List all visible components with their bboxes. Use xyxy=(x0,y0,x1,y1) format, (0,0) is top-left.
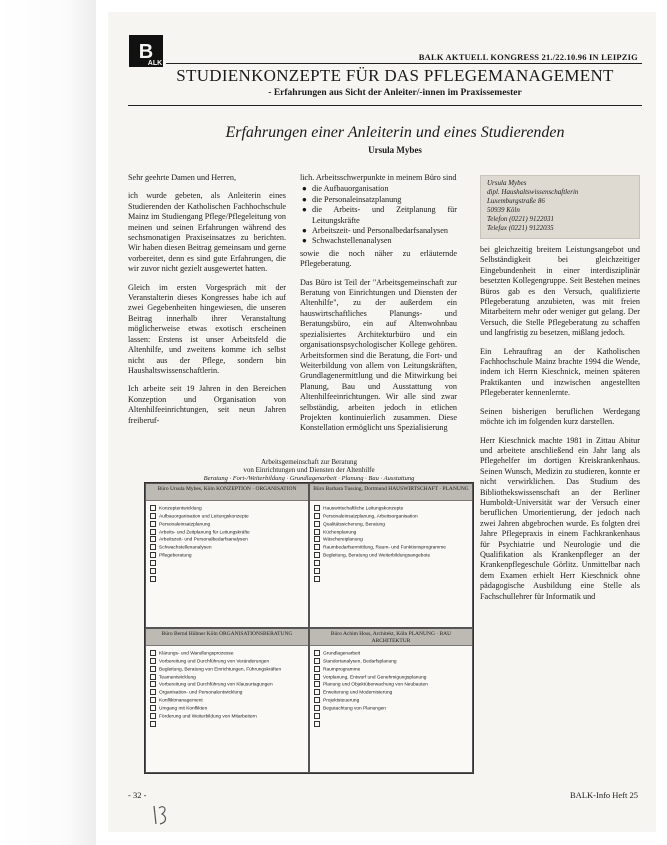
office-box-header: Büro Achim Hoss, Architekt, Köln PLANUNG · BAU ARCHITEKTUR xyxy=(310,629,472,646)
office-box-item xyxy=(314,552,468,560)
office-box-item xyxy=(314,505,468,513)
figure-grid xyxy=(144,482,474,774)
page-number: - 32 - xyxy=(128,790,147,800)
checkbox-square-icon xyxy=(150,544,156,550)
bullet-list xyxy=(300,184,457,246)
office-box-item xyxy=(150,713,304,721)
office-box-item-text: Raumprogramme xyxy=(323,666,361,672)
office-box-item-text: Konzeptentwicklung xyxy=(159,506,202,512)
office-box-item xyxy=(314,529,468,537)
office-box-header: Büro Ursula Mybes, Köln KONZEPTION · ORGANISATION xyxy=(146,484,308,501)
checkbox-square-icon xyxy=(150,568,156,574)
office-box-item xyxy=(150,536,304,544)
office-box-header: Büro Barbara Tussing, Dortmund HAUSWIRTSCHAFT · PLANUNG xyxy=(310,484,472,501)
checkbox-square-icon xyxy=(150,721,156,727)
office-box-item xyxy=(150,681,304,689)
checkbox-square-icon xyxy=(150,521,156,527)
text-column-2 xyxy=(300,173,457,442)
author-address-box xyxy=(480,175,640,239)
paragraph: Ich arbeite seit 19 Jahren in den Bereichen Konzeption und Organisation von Altenhilfeeinrichtungen, seit neun Jahren freiberuf- xyxy=(128,384,286,425)
office-box-item-text: Arbeits- und Zeitplanung für Leitungskräfte xyxy=(159,529,250,535)
office-box-item-text: Vorbereitung und Durchführung von Veränderungen xyxy=(159,659,270,665)
paragraph: Gleich im ersten Vorgespräch mit der Veranstalterin dieses Kongresses habe ich auf zwei Gegebenheiten hingewiesen, die unseren Beitrag innerhalb ihrer Veranstaltung möglicherweise etwas exotisch erscheinen lassen: Erstens ist unser Arbeitsfeld die Altenhilfe, und zweitens komme ich selbst nicht aus der Pflege, sondern bin Haushaltswissenschaftlerin. xyxy=(128,282,286,375)
checkbox-square-icon xyxy=(150,650,156,656)
figure-title-line-2: von Einrichtungen und Diensten der Altenhilfe xyxy=(243,466,375,474)
office-box xyxy=(309,628,473,773)
office-box-item-text: Organisation- und Personalentwicklung xyxy=(159,690,243,696)
office-box-item xyxy=(314,697,468,705)
checkbox-square-icon xyxy=(150,505,156,511)
office-box-item-text: Begleitung, Beratung und Weiterbildungsangebote xyxy=(323,553,431,559)
office-box-item-text: Teamentwicklung xyxy=(159,674,196,680)
office-box-item xyxy=(314,666,468,674)
office-box-item xyxy=(150,650,304,658)
paragraph: ich wurde gebeten, als Anleiterin eines Studierenden der Katholischen Fachhochschule Mainz im Studiengang Pflege/Pflegeleitung von meinen und seinen Erfahrungen während des sechsmonatigen Praxiseinsatzes zu berichten. Wir haben diesen Beitrag gemeinsam und gerne vorbereitet, denn es sind gute Erfahrungen, die wir zuvor nicht gezielt ausgewertet hatten. xyxy=(128,191,286,274)
office-box-item-text: Vorplanung, Entwurf und Genehmigungsplanung xyxy=(323,674,427,680)
office-box-item-text: Qualitätssicherung, Beratung xyxy=(323,521,385,527)
office-box-items xyxy=(310,501,472,588)
office-box-header: Büro Bernd Hübner Köln ORGANISATIONSBERATUNG xyxy=(146,629,308,646)
article-title: Erfahrungen einer Anleiterin und eines Studierenden xyxy=(225,124,565,141)
office-box-item xyxy=(314,681,468,689)
office-box xyxy=(309,483,473,628)
svg-text:ALK: ALK xyxy=(147,60,163,67)
list-item: ● die Arbeits- und Zeitplanung für Leitungskräfte xyxy=(302,205,457,225)
checkbox-square-icon xyxy=(314,576,320,582)
address-line: Luxemburgstraße 86 xyxy=(487,197,545,205)
office-box-item xyxy=(314,513,468,521)
office-box-item xyxy=(314,536,468,544)
office-box-item xyxy=(314,560,468,568)
office-box-item xyxy=(314,568,468,576)
text-column-1 xyxy=(128,173,286,434)
checkbox-square-icon xyxy=(314,529,320,535)
office-box-item-text: Küchenplanung xyxy=(323,529,357,535)
office-box-item-text: Klärungs- und Wandlungsprozesse xyxy=(159,651,234,657)
office-box-items xyxy=(310,646,472,733)
office-box-item xyxy=(150,568,304,576)
office-box-item xyxy=(314,521,468,529)
checkbox-square-icon xyxy=(314,689,320,695)
office-box-item xyxy=(150,505,304,513)
office-box-item xyxy=(150,576,304,584)
checkbox-square-icon xyxy=(150,689,156,695)
checkbox-square-icon xyxy=(314,513,320,519)
office-box-item xyxy=(150,674,304,682)
checkbox-square-icon xyxy=(314,544,320,550)
office-box-item xyxy=(314,689,468,697)
header-rule-top xyxy=(166,63,642,64)
checkbox-square-icon xyxy=(314,650,320,656)
paragraph: lich. Arbeitsschwerpunkte in meinem Büro sind xyxy=(300,173,457,182)
office-box-items xyxy=(146,646,308,733)
office-box xyxy=(145,628,309,773)
office-box-item xyxy=(314,713,468,721)
office-box-item-text: Konfliktmanagement xyxy=(159,698,203,704)
paragraph: Seinen bisherigen beruflichen Werdegang möchte ich im folgenden kurz darstellen. xyxy=(480,406,640,427)
address-line: Telefon (0221) 9122031 xyxy=(487,215,555,223)
office-box-item-text: Personaleinsatzplanung xyxy=(159,521,211,527)
paragraph: bei gleichzeitig breitem Leistungsangebot und Selbständigkeit bei gleichzeitiger Eingebundenheit in einer interdisziplinär besetzten Kollegengruppe. Seit Bestehen meines Büros gab es den Versuch, qualifizierte Pflegeberatung anzubieten, was mit freien Mitarbeitern mehr oder weniger gut gelang. Der Versuch, die Stelle Pflegeberatung zu schaffen und langfristig zu besetzen, mißlang jedoch. xyxy=(480,245,640,338)
office-box-item-text: Wäschereiplanung xyxy=(323,537,363,543)
sub-title: - Erfahrungen aus Sicht der Anleiter/-innen im Praxissemester xyxy=(268,88,522,98)
office-box-item-text: Begleitung, Beratung von Einrichtungen, Führungskräften xyxy=(159,666,282,672)
office-box-item-text: Aufbauorganisation und Leitungskonzepte xyxy=(159,514,249,520)
checkbox-square-icon xyxy=(314,552,320,558)
checkbox-square-icon xyxy=(314,697,320,703)
checkbox-square-icon xyxy=(314,568,320,574)
office-box-item xyxy=(150,529,304,537)
office-box-items xyxy=(146,501,308,588)
list-item: ● Arbeitszeit- und Personalbedarfsanalysen xyxy=(302,226,448,236)
svg-text:B: B xyxy=(138,41,154,63)
checkbox-square-icon xyxy=(150,666,156,672)
list-item: ● die Aufbauorganisation xyxy=(302,184,389,194)
checkbox-square-icon xyxy=(150,705,156,711)
office-box-item-text: Umgang mit Konflikten xyxy=(159,706,208,712)
office-box-item-text: Vorbereitung und Durchführung von Klausurtagungen xyxy=(159,682,273,688)
address-line: 50939 Köln xyxy=(487,206,520,214)
checkbox-square-icon xyxy=(314,658,320,664)
author-name: Ursula Mybes xyxy=(368,145,422,155)
office-box-item xyxy=(314,576,468,584)
checkbox-square-icon xyxy=(150,536,156,542)
office-box-item-text: Förderung und Weiterbildung von Mitarbeitern xyxy=(159,714,257,720)
handwritten-page-mark xyxy=(150,802,174,828)
office-box-item xyxy=(150,705,304,713)
office-box-item xyxy=(314,544,468,552)
address-line: Telefax (0221) 9122035 xyxy=(487,224,554,232)
journal-footer: BALK-Info Heft 25 xyxy=(570,790,638,800)
office-box-item xyxy=(150,689,304,697)
organization-figure xyxy=(144,458,474,776)
checkbox-square-icon xyxy=(314,681,320,687)
office-box-item xyxy=(150,697,304,705)
binding-margin xyxy=(0,0,96,845)
office-box-item xyxy=(314,674,468,682)
address-line: dipl. Haushaltswissenschaftlerin xyxy=(487,188,579,196)
office-box-item xyxy=(150,552,304,560)
checkbox-square-icon xyxy=(314,560,320,566)
office-box-item xyxy=(150,513,304,521)
paragraph: Herr Kieschnick machte 1981 in Zittau Abitur und arbeitete anschließend ein Jahr lang als Pflegehelfer im dortigen Kreiskrankenhaus. Seinen Wunsch, Medizin zu studieren, konnte er nicht verwirklichen. Das Studium des Bibliothekswissenschaft an der Berliner Humboldt-Universität war der Versuch einer beruflichen Umorientierung, der jedoch nach zwei Jahren abgebrochen wurde. Es folgten drei Jahre Pflegepraxis in einem Fachkrankenhaus für Psychiatrie und Neurologie und die Qualifikation als Krankenpfleger an der Krankenpflegeschule Görlitz. Unmittelbar nach dem Examen erhielt Herr Kieschnick ohne pädagogische Ausbildung eine Stelle als Fachschullehrer für Informatik und xyxy=(480,435,640,601)
figure-title: Arbeitsgemeinschaft zur Beratung xyxy=(260,458,358,466)
paragraph: Ein Lehrauftrag an der Katholischen Fachhochschule Mainz brachte 1994 die Wende, indem ich Herrn Kieschnick, meinen späteren Praktikanten und inzwischen angestellten Pflegeberater kennenlernte. xyxy=(480,346,640,398)
checkbox-square-icon xyxy=(150,560,156,566)
checkbox-square-icon xyxy=(314,666,320,672)
office-box xyxy=(145,483,309,628)
office-box-item xyxy=(150,521,304,529)
checkbox-square-icon xyxy=(150,674,156,680)
office-box-item xyxy=(150,721,304,729)
address-line: Ursula Mybes xyxy=(487,179,527,187)
office-box-item-text: Projektsteuerung xyxy=(323,698,360,704)
office-box-item-text: Begutachtung von Planungen xyxy=(323,706,386,712)
text-column-3 xyxy=(480,245,640,610)
office-box-item xyxy=(314,658,468,666)
figure-subtitle: Beratung · Fort-/Weiterbildung · Grundlagenarbeit · Planung · Bau · Ausstattung xyxy=(203,475,415,482)
checkbox-square-icon xyxy=(314,505,320,511)
checkbox-square-icon xyxy=(314,521,320,527)
office-box-item-text: Erweiterung und Modernisierung xyxy=(323,690,393,696)
office-box-item-text: Personaleinsatzplanung, Arbeitsorganisation xyxy=(323,514,418,520)
office-box-item-text: Raumbedarfsermittlung, Raum- und Funktionsprogramme xyxy=(323,545,446,551)
office-box-item xyxy=(150,544,304,552)
checkbox-square-icon xyxy=(314,536,320,542)
office-box-item-text: Pflegeberatung xyxy=(159,553,192,559)
office-box-item-text: Standortanalysen, Bedarfsplanung xyxy=(323,659,397,665)
office-box-item xyxy=(314,650,468,658)
office-box-item xyxy=(150,658,304,666)
balk-logo xyxy=(128,34,164,68)
office-box-item-text: Schwachstellenanalysen xyxy=(159,545,212,551)
checkbox-square-icon xyxy=(150,576,156,582)
checkbox-square-icon xyxy=(150,658,156,664)
document-page xyxy=(108,12,656,832)
checkbox-square-icon xyxy=(150,697,156,703)
list-item: ● Schwachstellenanalysen xyxy=(302,236,392,246)
paragraph: sowie die noch näher zu erläuternde Pflegeberatung. xyxy=(300,248,457,269)
checkbox-square-icon xyxy=(314,713,320,719)
office-box-item xyxy=(150,560,304,568)
paragraph: Das Büro ist Teil der "Arbeitsgemeinschaft zur Beratung von Einrichtungen und Diensten der Altenhilfe", zu der außerdem ein hauswirtschaftliches Planungs- und Beratungsbüro, ein auf Altenwohnbau spezialisiertes Architekturbüro und ein organisationspsychologischer Kollege gehören. Arbeitsformen sind die Beratung, die Fort- und Weiterbildung von allem von Leitungskräften, Grundlagenermittlung und die Mitwirkung bei Planung, Bau und Ausstattung von Altenhilfeeinrichtungen. Wir alle sind zwar selbständig, arbeiten jedoch in etlichen Projekten kontinuierlich zusammen. Diese Konstellation ermöglicht uns Spezialisierung xyxy=(300,277,457,433)
office-box-item xyxy=(314,705,468,713)
paragraph: Sehr geehrte Damen und Herren, xyxy=(128,173,236,182)
checkbox-square-icon xyxy=(314,705,320,711)
main-title: STUDIENKONZEPTE FÜR DAS PFLEGEMANAGEMENT xyxy=(176,66,614,85)
checkbox-square-icon xyxy=(150,713,156,719)
checkbox-square-icon xyxy=(314,721,320,727)
office-box-item-text: Grundlagenarbeit xyxy=(323,651,361,657)
office-box-item-text: Planung und Objektüberwachung von Neubauten xyxy=(323,682,428,688)
running-head: BALK AKTUELL KONGRESS 21./22.10.96 IN LEIPZIG xyxy=(418,52,638,62)
office-box-item xyxy=(314,721,468,729)
list-item: ● die Personaleinsatzplanung xyxy=(302,194,402,204)
office-box-item-text: Arbeitszeit- und Personalbedarfsanalysen xyxy=(159,537,248,543)
checkbox-square-icon xyxy=(150,552,156,558)
office-box-item-text: Hauswirtschaftliche Leitungskonzepte xyxy=(323,506,404,512)
checkbox-square-icon xyxy=(314,674,320,680)
office-box-item xyxy=(150,666,304,674)
checkbox-square-icon xyxy=(150,529,156,535)
checkbox-square-icon xyxy=(150,513,156,519)
header-rule-bottom xyxy=(128,105,642,106)
checkbox-square-icon xyxy=(150,681,156,687)
